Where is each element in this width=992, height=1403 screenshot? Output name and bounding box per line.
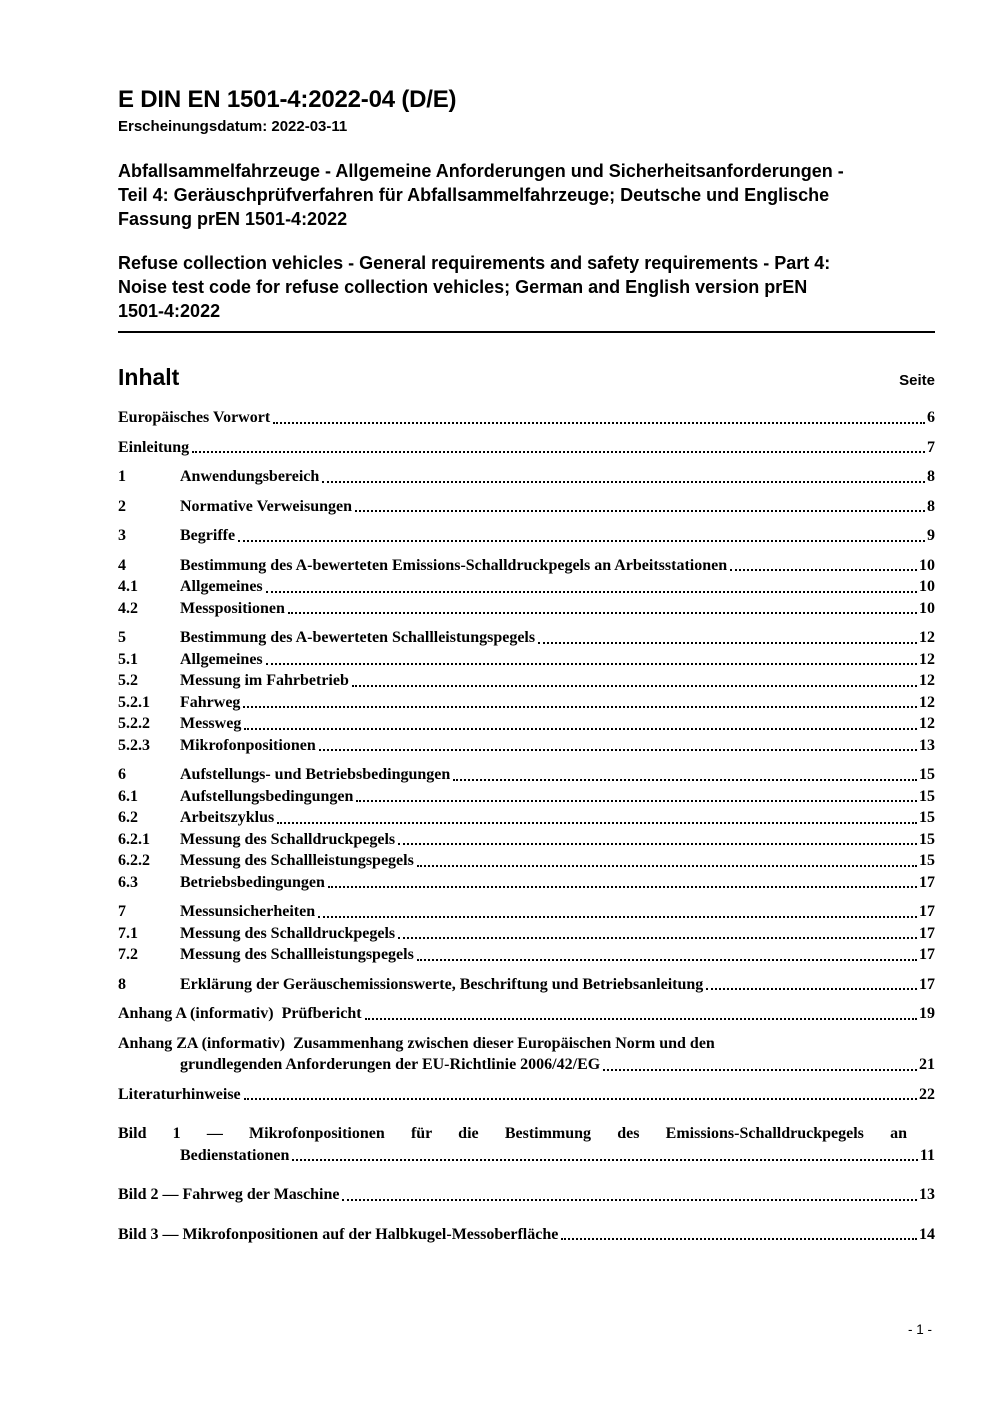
header-divider <box>118 331 935 333</box>
toc-line <box>118 496 935 518</box>
toc-section-number: 8 <box>118 975 126 993</box>
toc-page-number: 12 <box>919 693 935 711</box>
toc-page-number: 12 <box>919 715 935 732</box>
toc-line <box>118 437 935 459</box>
dotted-leader <box>342 1199 917 1201</box>
toc-page-number: 8 <box>927 497 935 515</box>
toc-page-number: 14 <box>919 1225 935 1243</box>
toc-group <box>118 525 935 547</box>
title-english-line: Refuse collection vehicles - General requirements and safety requirements - Part 4: <box>118 253 831 273</box>
toc-row <box>118 496 935 518</box>
toc-page-number: 6 <box>927 409 935 426</box>
toc-row <box>118 1184 935 1206</box>
toc-entry-title: Messung des Schalldruckpegels <box>180 924 396 942</box>
toc-section-number: 6.1 <box>118 787 138 805</box>
dotted-leader <box>319 749 917 751</box>
toc-line <box>118 807 935 829</box>
toc-entry-title: Bestimmung des A-bewerteten Emissions-Schalldruckpegels an Arbeitsstationen <box>180 556 728 574</box>
dotted-leader <box>318 916 917 918</box>
toc-entry-title: Literaturhinweise <box>118 1085 241 1103</box>
toc-line <box>118 786 935 808</box>
toc-row <box>118 764 935 786</box>
toc-page-number: 15 <box>919 852 935 869</box>
toc-entry-title: Einleitung <box>118 438 190 456</box>
dotted-leader <box>266 663 917 665</box>
dotted-leader <box>277 822 917 824</box>
toc-page-number: 11 <box>919 1146 935 1164</box>
toc-section-number: 5 <box>118 629 126 646</box>
toc-entry-title: Anhang ZA (informativ) Zusammenhang zwischen dieser Europäischen Norm und den <box>118 1034 715 1052</box>
toc-page-number: 17 <box>919 946 935 963</box>
toc-line <box>118 525 935 547</box>
toc-section-number: 5.1 <box>118 650 138 668</box>
toc-row <box>118 1123 935 1166</box>
toc-page-number: 12 <box>919 650 935 668</box>
toc-line <box>118 901 935 923</box>
dotted-leader <box>243 706 917 708</box>
toc-section-number: 4 <box>118 556 126 574</box>
toc-row <box>118 670 935 692</box>
dotted-leader <box>417 865 917 867</box>
toc-page-number: 17 <box>919 903 935 920</box>
toc-entry-title: Allgemeines <box>180 578 263 595</box>
toc-row <box>118 598 935 620</box>
toc-line <box>118 923 935 945</box>
dotted-leader <box>365 1018 917 1020</box>
dotted-leader <box>538 642 917 644</box>
toc-row <box>118 437 935 459</box>
toc-entry-title: Europäisches Vorwort <box>118 409 271 426</box>
toc-page-number: 21 <box>919 1056 935 1073</box>
toc-entry-title: Begriffe <box>180 527 236 544</box>
toc-group <box>118 974 935 996</box>
dotted-leader <box>398 843 917 845</box>
toc-entry-title-continued: grundlegenden Anforderungen der EU-Richtlinie 2006/42/EG <box>180 1056 601 1073</box>
dotted-leader <box>322 481 925 483</box>
toc-row <box>118 555 935 577</box>
dotted-leader <box>561 1238 917 1240</box>
toc-line <box>118 466 935 488</box>
toc-section-number: 6.3 <box>118 873 138 891</box>
toc-entry-title: Messung im Fahrbetrieb <box>180 672 349 689</box>
dotted-leader <box>273 422 925 424</box>
toc-row <box>118 807 935 829</box>
toc-group <box>118 555 935 620</box>
toc-entry-title: Mikrofonpositionen <box>180 736 316 754</box>
toc-section-number: 5.2 <box>118 672 138 689</box>
toc-entry-title-continued: Bedienstationen <box>180 1146 290 1164</box>
toc-row <box>118 466 935 488</box>
toc-entry-title: Anwendungsbereich <box>180 468 320 485</box>
dotted-leader <box>706 988 917 990</box>
toc-section-number: 3 <box>118 527 126 544</box>
toc-line <box>118 872 935 894</box>
toc-entry-title: Normative Verweisungen <box>180 497 352 515</box>
dotted-leader <box>244 1098 917 1100</box>
toc-group <box>118 1123 935 1166</box>
toc-line <box>118 576 935 598</box>
toc-section-number: 6.2.2 <box>118 852 150 869</box>
toc-line <box>118 829 935 851</box>
toc-section-number: 4.1 <box>118 578 138 595</box>
toc-row <box>118 1084 935 1106</box>
toc-row <box>118 901 935 923</box>
toc-line <box>118 735 935 757</box>
dotted-leader <box>356 800 917 802</box>
toc-group <box>118 901 935 966</box>
toc-row <box>118 713 935 735</box>
toc-line <box>118 407 935 429</box>
toc-entry-title: Fahrweg <box>180 693 241 711</box>
toc-section-number: 2 <box>118 497 126 515</box>
toc-entry-title: Messweg <box>180 715 242 732</box>
toc-page-number: 17 <box>919 975 935 993</box>
toc-entry-title: Messung des Schallleistungspegels <box>180 946 414 963</box>
toc-line <box>118 1054 935 1076</box>
toc-section-number: 7 <box>118 903 126 920</box>
toc-line <box>118 1084 935 1106</box>
toc-line <box>118 627 935 649</box>
dotted-leader <box>730 569 917 571</box>
toc-section-number: 5.2.1 <box>118 693 150 711</box>
toc-line <box>118 598 935 620</box>
toc-line <box>118 944 935 966</box>
toc-page-number: 19 <box>919 1005 935 1022</box>
toc-group <box>118 437 935 459</box>
toc-line <box>118 692 935 714</box>
toc-header-row <box>118 363 935 391</box>
toc-group <box>118 496 935 518</box>
dotted-leader <box>292 1159 918 1161</box>
toc-page-number: 15 <box>919 766 935 783</box>
toc-entry-title: Messpositionen <box>180 599 285 617</box>
toc-page-number: 17 <box>919 924 935 942</box>
toc-group <box>118 466 935 488</box>
toc-row <box>118 786 935 808</box>
toc-entry-title: Messung des Schallleistungspegels <box>180 852 414 869</box>
toc-page-number: 10 <box>919 599 935 617</box>
toc-group <box>118 1224 935 1246</box>
toc-entry-title: Bild 2 — Fahrweg der Maschine <box>118 1186 340 1203</box>
toc-row <box>118 692 935 714</box>
toc-line <box>118 649 935 671</box>
toc-row <box>118 850 935 872</box>
publication-date: Erscheinungsdatum: 2022-03-11 <box>118 118 348 135</box>
toc-row <box>118 627 935 649</box>
toc-entry-title: Anhang A (informativ) Prüfbericht <box>118 1005 362 1022</box>
toc-row <box>118 576 935 598</box>
toc-row <box>118 407 935 429</box>
toc-page-number: 13 <box>919 1186 935 1203</box>
toc-section-number: 5.2.3 <box>118 736 150 754</box>
toc-line <box>118 670 935 692</box>
dotted-leader <box>266 591 917 593</box>
toc-section-number: 7.1 <box>118 924 138 942</box>
toc-section-number: 6 <box>118 766 126 783</box>
toc-group <box>118 1003 935 1025</box>
dotted-leader <box>192 451 925 453</box>
toc-group <box>118 1184 935 1206</box>
toc-section-number: 5.2.2 <box>118 715 150 732</box>
toc-line <box>118 555 935 577</box>
dotted-leader <box>603 1069 917 1071</box>
toc-entry-title: Aufstellungs- und Betriebsbedingungen <box>180 766 451 783</box>
toc-page-number: 9 <box>927 527 935 544</box>
title-german-line: Fassung prEN 1501-4:2022 <box>118 209 348 229</box>
toc-entry-title: Bestimmung des A-bewerteten Schallleistungspegels <box>180 629 536 646</box>
toc-page-number: 7 <box>927 438 935 456</box>
toc-row <box>118 829 935 851</box>
toc-row <box>118 525 935 547</box>
toc-page-number: 10 <box>919 578 935 595</box>
toc-line <box>118 713 935 735</box>
toc-line <box>118 974 935 996</box>
title-english-line: 1501-4:2022 <box>118 301 221 321</box>
toc-entry-title: Bild 1 — Mikrofonpositionen für die Bestimmung des Emissions-Schalldruckpegels an <box>118 1125 907 1142</box>
toc-entry-title: Arbeitszyklus <box>180 809 275 826</box>
title-english-line: Noise test code for refuse collection vehicles; German and English version prEN <box>118 277 808 297</box>
title-german <box>118 159 935 231</box>
toc-row <box>118 974 935 996</box>
toc-page-number: 17 <box>919 873 935 891</box>
toc-section-number: 6.2 <box>118 809 138 826</box>
document-number: E DIN EN 1501-4:2022-04 (D/E) <box>118 86 457 113</box>
toc-section-number: 1 <box>118 468 126 485</box>
toc-line <box>118 1184 935 1206</box>
toc-row <box>118 735 935 757</box>
dotted-leader <box>288 612 917 614</box>
toc-line <box>118 764 935 786</box>
toc-heading: Inhalt <box>118 364 180 390</box>
toc-page-number: 8 <box>927 468 935 485</box>
toc-entry-title: Bild 3 — Mikrofonpositionen auf der Halbkugel-Messoberfläche <box>118 1225 559 1243</box>
dotted-leader <box>352 685 917 687</box>
page-content <box>118 0 935 1245</box>
toc-list <box>118 407 935 1245</box>
toc-group <box>118 627 935 756</box>
dotted-leader <box>453 779 917 781</box>
page-number-footer: - 1 - <box>907 1322 932 1337</box>
dotted-leader <box>355 510 925 512</box>
toc-line <box>118 850 935 872</box>
dotted-leader <box>328 886 917 888</box>
toc-group <box>118 764 935 893</box>
toc-section-number: 4.2 <box>118 599 138 617</box>
toc-row <box>118 1033 935 1076</box>
title-german-line: Teil 4: Geräuschprüfverfahren für Abfallsammelfahrzeuge; Deutsche und Englische <box>118 185 830 205</box>
dotted-leader <box>398 937 917 939</box>
toc-row <box>118 1224 935 1246</box>
toc-row <box>118 944 935 966</box>
toc-line <box>118 1033 935 1055</box>
toc-entry-title: Betriebsbedingungen <box>180 873 325 891</box>
dotted-leader <box>244 728 917 730</box>
toc-line <box>118 1123 935 1145</box>
toc-row <box>118 649 935 671</box>
toc-section-number: 7.2 <box>118 946 138 963</box>
toc-section-number: 6.2.1 <box>118 830 150 848</box>
toc-page-number: 15 <box>919 830 935 848</box>
toc-entry-title: Allgemeines <box>180 650 263 668</box>
title-english <box>118 251 935 323</box>
toc-entry-title: Messunsicherheiten <box>180 903 316 920</box>
toc-entry-title: Erklärung der Geräuschemissionswerte, Beschriftung und Betriebsanleitung <box>180 975 704 993</box>
toc-page-number: 22 <box>919 1085 935 1103</box>
toc-page-number: 12 <box>919 672 935 689</box>
toc-page-number: 10 <box>919 556 935 574</box>
toc-page-number: 15 <box>919 787 935 805</box>
page-column-label: Seite <box>899 372 935 389</box>
toc-line <box>118 1003 935 1025</box>
toc-page-number: 13 <box>919 736 935 754</box>
toc-entry-title: Aufstellungsbedingungen <box>180 787 354 805</box>
toc-line <box>118 1145 935 1167</box>
dotted-leader <box>417 959 917 961</box>
toc-row <box>118 923 935 945</box>
toc-page-number: 15 <box>919 809 935 826</box>
title-german-line: Abfallsammelfahrzeuge - Allgemeine Anforderungen und Sicherheitsanforderungen - <box>118 161 844 181</box>
toc-group <box>118 1084 935 1106</box>
toc-page-number: 12 <box>919 629 935 646</box>
toc-row <box>118 872 935 894</box>
toc-group <box>118 1033 935 1076</box>
toc-group <box>118 407 935 429</box>
toc-line <box>118 1224 935 1246</box>
toc-entry-title: Messung des Schalldruckpegels <box>180 830 396 848</box>
toc-row <box>118 1003 935 1025</box>
dotted-leader <box>238 540 925 542</box>
